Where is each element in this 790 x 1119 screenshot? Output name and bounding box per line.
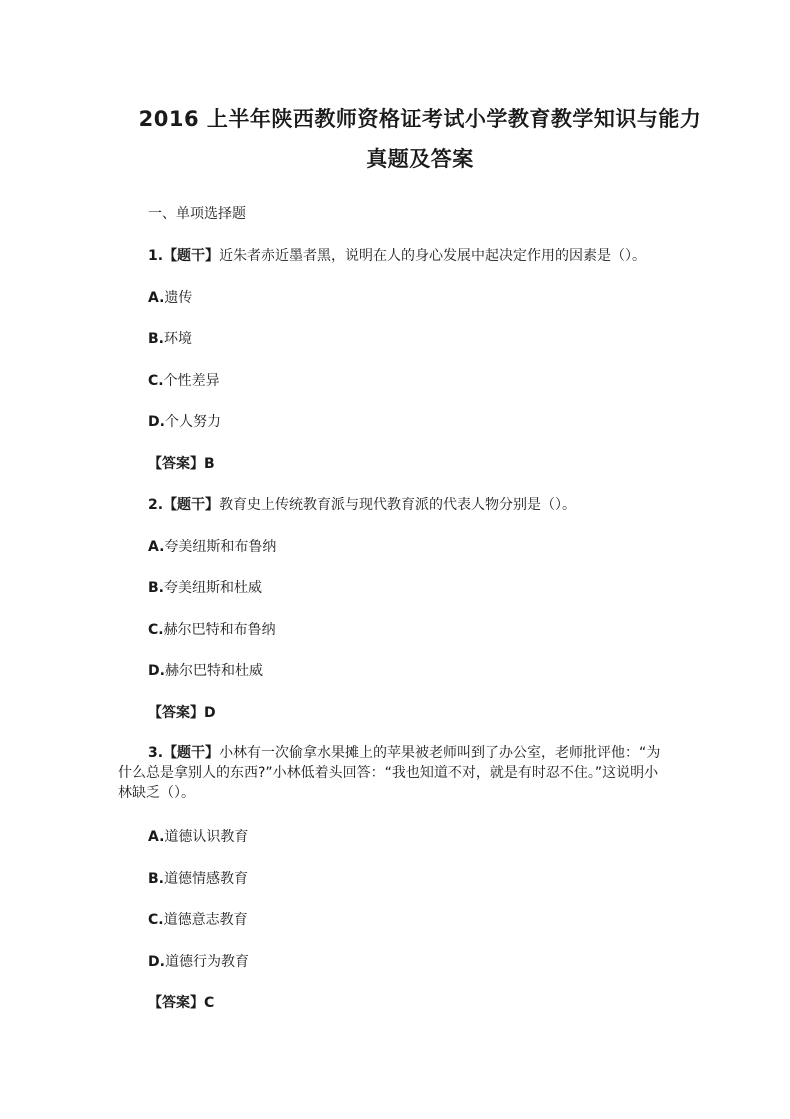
question-1-option-c [148,370,220,390]
document-title-line-1: 2016 上半年陕西教师资格证考试小学教育教学知识与能力 [138,107,702,131]
option-text: 赫尔巴特和布鲁纳 [163,622,276,638]
question-3-answer [148,992,214,1012]
option-text: 个性差异 [163,373,220,389]
option-key: C. [148,622,164,638]
option-key: C. [148,373,164,389]
option-text: 夸美纽斯和杜威 [164,580,262,596]
section-heading: 一、单项选择题 [148,206,246,222]
question-2-option-b [148,577,262,597]
answer-tag: 【答案】 [148,995,204,1011]
option-key: B. [148,871,164,887]
option-key: B. [148,580,164,596]
question-tag: 【题干】 [163,248,220,264]
question-number: 1. [148,248,164,264]
option-text: 道德认识教育 [164,829,249,845]
question-tag: 【题干】 [163,745,220,761]
question-number: 3. [148,745,164,761]
question-3-option-a [148,826,248,846]
question-1-stem [148,245,646,265]
option-text: 环境 [164,331,192,347]
option-key: A. [148,829,165,845]
question-3-option-c [148,909,248,929]
option-key: D. [148,954,165,970]
question-2-option-c [148,619,276,639]
option-text: 道德情感教育 [164,871,248,887]
question-1-answer [148,453,215,473]
option-key: B. [148,331,164,347]
question-2-option-d [148,660,263,680]
option-key: D. [148,414,165,430]
question-3-option-b [148,868,248,888]
question-1-option-a [148,287,192,307]
answer-value: B [204,456,215,472]
option-text: 个人努力 [164,414,221,430]
question-2-answer [148,702,216,722]
option-text: 道德行为教育 [164,954,249,970]
option-text: 夸美纽斯和布鲁纳 [164,539,277,555]
question-3-stem [118,743,666,803]
question-1-option-b [148,328,192,348]
answer-value: C [204,995,215,1011]
question-text: 小林有一次偷拿水果摊上的苹果被老师叫到了办公室，老师批评他：“为什么总是拿别人的东西?”小林低着头回答：“我也知道不对，就是有时忍不住。”这说明小林缺乏（）。 [118,745,661,801]
option-text: 道德意志教育 [163,912,248,928]
option-key: C. [148,912,164,928]
option-text: 赫尔巴特和杜威 [164,663,263,679]
question-2-option-a [148,536,276,556]
question-number: 2. [148,497,164,513]
option-text: 遗传 [164,290,193,306]
option-key: D. [148,663,165,679]
answer-value: D [204,705,216,721]
question-text: 近朱者赤近墨者黑，说明在人的身心发展中起决定作用的因素是（）。 [219,248,647,264]
question-2-stem [148,494,576,514]
document-title-line-2: 真题及答案 [366,147,474,171]
option-key: A. [148,290,165,306]
question-tag: 【题干】 [163,497,220,513]
question-text: 教育史上传统教育派与现代教育派的代表人物分别是（）。 [219,497,577,513]
answer-tag: 【答案】 [148,456,204,472]
question-1-option-d [148,411,221,431]
question-3-option-d [148,951,249,971]
option-key: A. [148,539,165,555]
answer-tag: 【答案】 [148,705,204,721]
